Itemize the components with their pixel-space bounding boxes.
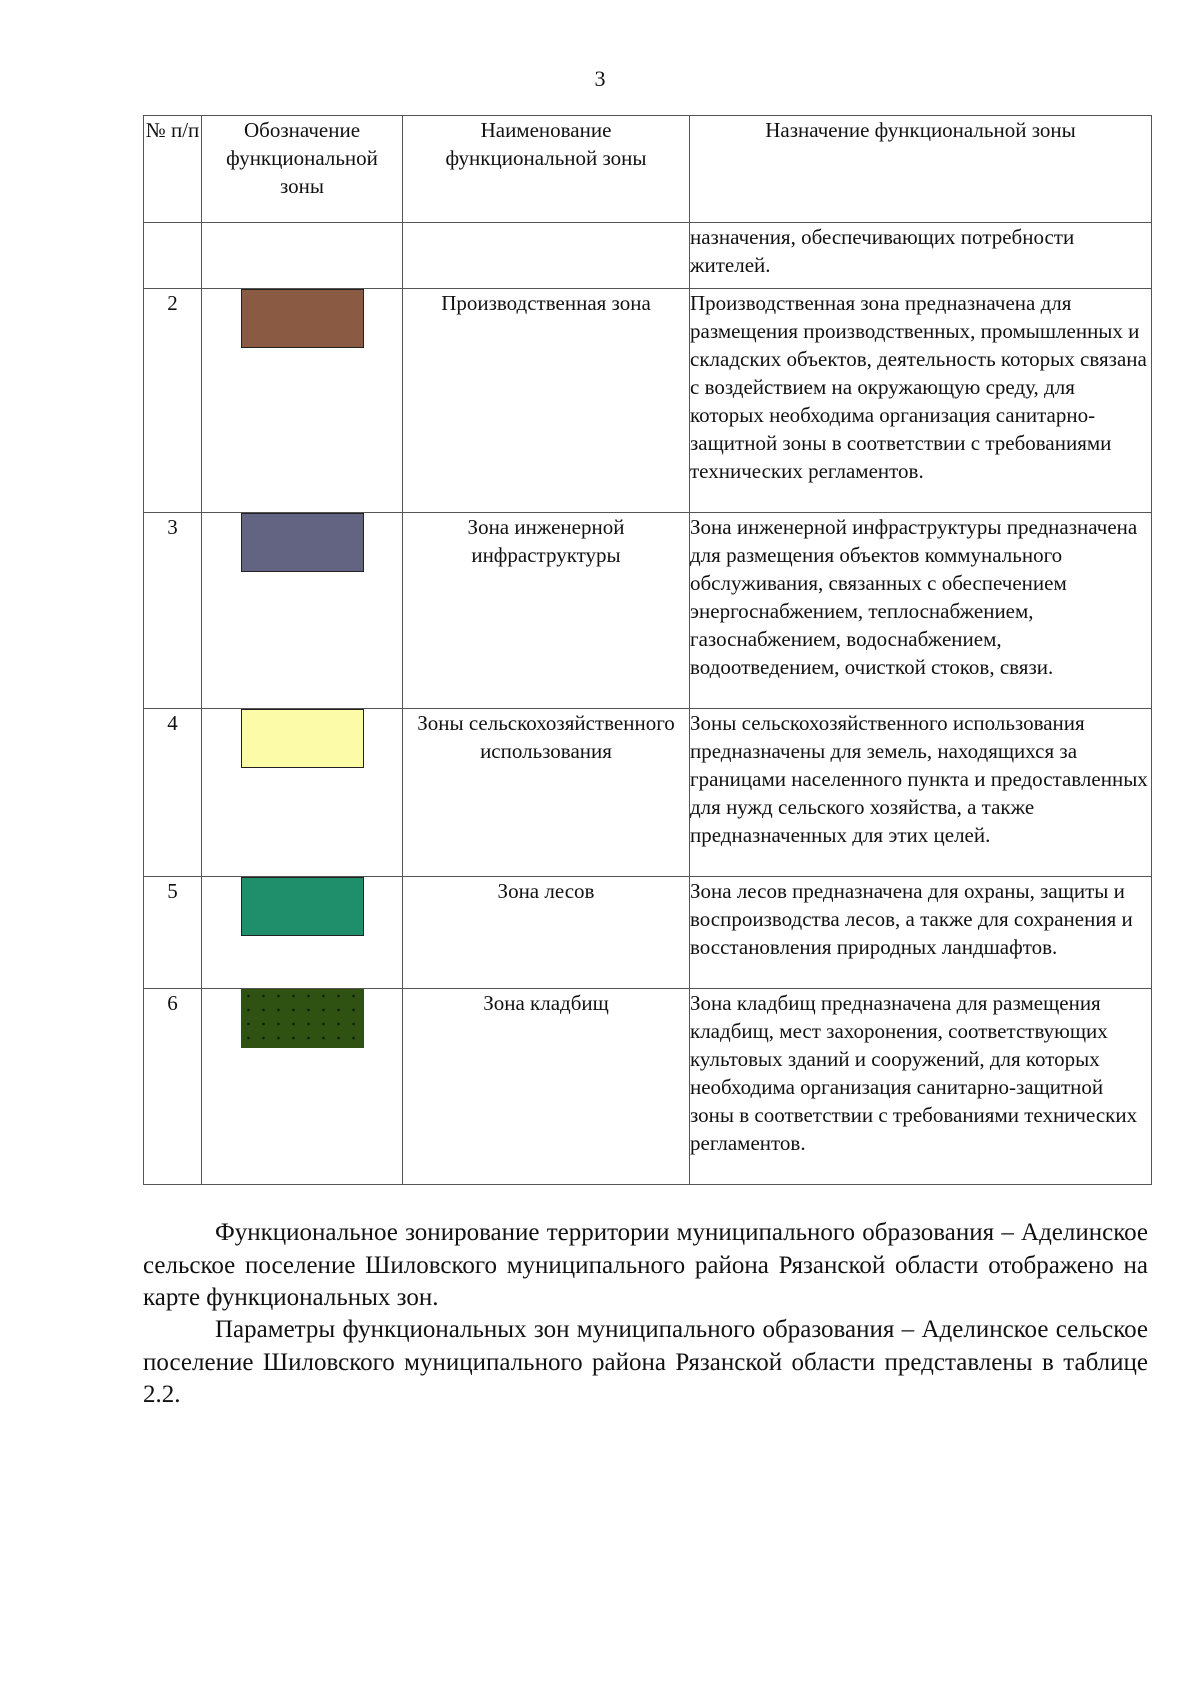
zone-pattern-swatch <box>241 989 364 1048</box>
cell-name: Зоны сельскохозяйственного использования <box>403 709 690 877</box>
cell-purpose: Производственная зона предназначена для размещения производственных, промышленных и складских объектов, деятельность которых связана с воздействием на окружающую среду, для которых необходима организация санитарно-защитной зоны в соответствии с требованиями технических регламентов. <box>690 289 1152 513</box>
cell-symbol <box>202 989 403 1185</box>
cell-number: 6 <box>144 989 202 1185</box>
cell-purpose: Зона кладбищ предназначена для размещения кладбищ, мест захоронения, соответствующих культовых зданий и сооружений, для которых необходима организация санитарно-защитной зоны в соответствии с требованиями технических регламентов. <box>690 989 1152 1185</box>
table-header-row <box>144 116 1152 223</box>
cell-name: Зона кладбищ <box>403 989 690 1185</box>
cell-symbol <box>202 513 403 709</box>
header-symbol-label: Обозначение функциональной зоны <box>226 118 378 198</box>
cell-number: 4 <box>144 709 202 877</box>
table-row <box>144 989 1152 1185</box>
cell-number: 5 <box>144 877 202 989</box>
header-name <box>403 116 690 223</box>
cell-symbol <box>202 877 403 989</box>
cell-number: 2 <box>144 289 202 513</box>
body-paragraph: Параметры функциональных зон муниципального образования – Аделинское сельское поселение Шиловского муниципального района Рязанской области представлены в таблице 2.2. <box>143 1316 1148 1408</box>
zone-color-swatch <box>241 877 364 936</box>
header-purpose-label: Назначение функциональной зоны <box>765 118 1076 142</box>
table-row <box>144 289 1152 513</box>
body-paragraph: Функциональное зонирование территории муниципального образования – Аделинское сельское поселение Шиловского муниципального района Рязанской области отображено на карте функциональных зон. <box>143 1219 1148 1311</box>
page-number: 3 <box>594 66 606 91</box>
cell-purpose: Зона инженерной инфраструктуры предназначена для размещения объектов коммунального обслуживания, связанных с обеспечением энергоснабжением, теплоснабжением, газоснабжением, водоснабжением, водоотведением, очисткой стоков, связи. <box>690 513 1152 709</box>
cell-purpose: Зоны сельскохозяйственного использования предназначены для земель, находящихся за границами населенного пункта и предоставленных для нужд сельского хозяйства, а также предназначенных для этих целей. <box>690 709 1152 877</box>
cell-purpose: Зона лесов предназначена для охраны, защиты и воспроизводства лесов, а также для сохранения и восстановления природных ландшафтов. <box>690 877 1152 989</box>
zone-color-swatch <box>241 289 364 348</box>
cell-symbol <box>202 289 403 513</box>
cell-name: Зона инженерной инфраструктуры <box>403 513 690 709</box>
header-symbol <box>202 116 403 223</box>
header-number <box>144 116 202 223</box>
cell-number: 3 <box>144 513 202 709</box>
zone-color-swatch <box>241 709 364 768</box>
cell-name <box>403 223 690 289</box>
cell-name: Зона лесов <box>403 877 690 989</box>
cell-name: Производственная зона <box>403 289 690 513</box>
table-row <box>144 513 1152 709</box>
table-row <box>144 709 1152 877</box>
table-row <box>144 877 1152 989</box>
cell-symbol <box>202 709 403 877</box>
header-number-label: № п/п <box>145 118 200 142</box>
zone-color-swatch <box>241 513 364 572</box>
cell-symbol <box>202 223 403 289</box>
cell-purpose: назначения, обеспечивающих потребности жителей. <box>690 223 1152 289</box>
cell-number <box>144 223 202 289</box>
header-purpose <box>690 116 1152 223</box>
table-row-continuation <box>144 223 1152 289</box>
functional-zones-table <box>143 115 1152 1185</box>
header-name-label: Наименование функциональной зоны <box>445 118 647 170</box>
